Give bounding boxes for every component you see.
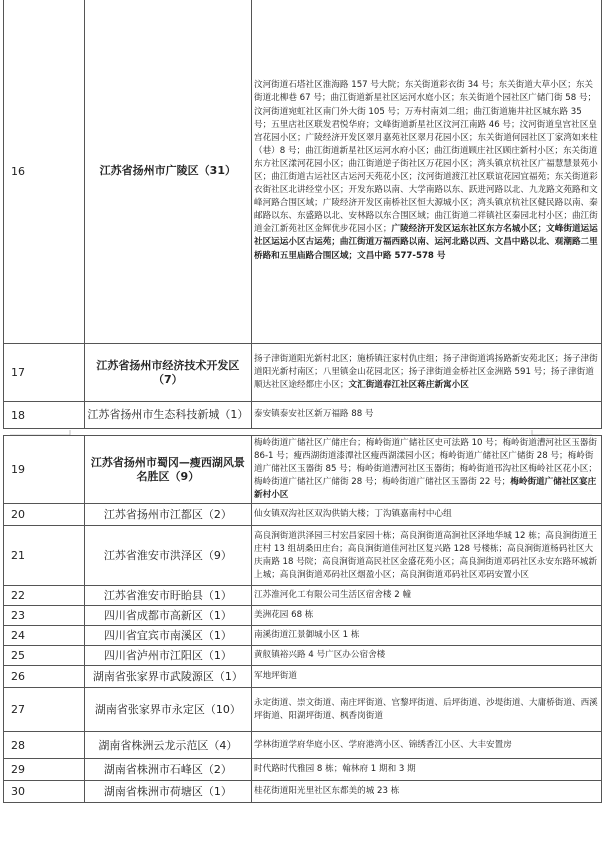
row-number: 16: [4, 0, 85, 344]
address-cell: [252, 606, 602, 626]
address-cell: [252, 732, 602, 759]
table-part-2: [3, 435, 602, 803]
row-number: 17: [4, 344, 85, 402]
address-cell: [251, 0, 601, 344]
row-number: 18: [4, 402, 85, 429]
row-number: 28: [4, 732, 85, 759]
table-row: [4, 436, 602, 504]
row-number: 24: [4, 626, 85, 646]
address-text: 南溪街道江景御城小区 1 栋: [254, 630, 360, 641]
row-number: 19: [4, 436, 85, 504]
region-cell: 湖南省株洲市石峰区（2）: [84, 759, 251, 781]
address-text-bold: 文汇街道春江社区蒋庄新寓小区: [348, 380, 469, 391]
address-cell: [252, 436, 602, 504]
table-row: [4, 688, 602, 732]
region-cell: 江苏省扬州市蜀冈—瘦西湖风景名胜区（9）: [84, 436, 251, 504]
region-cell: 湖南省株洲市荷塘区（1）: [84, 781, 251, 803]
row-number: 21: [4, 526, 85, 586]
region-cell: 四川省宜宾市南溪区（1）: [84, 626, 251, 646]
page-break-marks: [0, 408, 602, 438]
row-number: 30: [4, 781, 85, 803]
address-text-bold: 梅岭街道广储社区宴庄新村小区: [254, 477, 597, 501]
table-row: [4, 586, 602, 606]
address-text: 时代路时代雅园 8 栋；翰林府 1 期和 3 期: [254, 764, 416, 775]
region-cell: 江苏省淮安市洪泽区（9）: [84, 526, 251, 586]
table-part-1: [3, 0, 602, 429]
table-row: [4, 646, 602, 666]
address-cell: [252, 504, 602, 526]
address-text: 高良涧街道洪泽园三村宏昌家园十栋；高良涧街道高涧社区泽地华城 12 栋；高良涧街道王庄村 13 组胡桑田庄台；高良涧街道佳河社区复兴路 128 号楼栋；高良涧街道杨码社区大庆南路 18 号院；高良涧街道高民社区金盛花苑小区；高良涧街道邓码社区永安东路环城新上城；高良涧街道邓码社区烟盈小区；高良涧街道邓码社区邓码安置小区: [254, 530, 597, 581]
region-cell: 湖南省张家界市武陵源区（1）: [84, 666, 251, 688]
address-text: 永定街道、崇文街道、南庄坪街道、官黎坪街道、后坪街道、沙堤街道、大庸桥街道、西溪坪街道、阳湖坪街道、枫香岗街道: [254, 697, 598, 721]
address-cell: [251, 344, 601, 402]
table-row: [4, 526, 602, 586]
address-cell: [252, 688, 602, 732]
table-row: [4, 732, 602, 759]
row-number: 22: [4, 586, 85, 606]
address-text: 黄舣镇裕兴路 4 号广区办公宿舍楼: [254, 650, 386, 661]
table-row: [4, 0, 602, 344]
address-text-bold: 广陵经济开发区运东社区东方名城小区；文峰街道运运社区运运小区古运苑；曲江街道万福西路以南、运河北路以西、文昌中路以北、观潮路二里桥路和五里庙路合围区域；文昌中路 577-578 号: [253, 224, 598, 261]
table-row: [4, 626, 602, 646]
table-row: [4, 666, 602, 688]
address-cell: [252, 626, 602, 646]
address-text: 汶河街道石塔社区淮海路 157 号大院；东关街道彩衣街 34 号；东关街道大草小区；东关街道北柳巷 67 号；曲江街道新星社区运河水庭小区；东关街道个园社区广储门街 58 号；汶河街道宛虹社区南门外大街 105 号；万寿村南刘二组；曲江街道施井社区城东路 35 号；五里店社区联发君悦华府；文峰街道新星社区汶河江南路 46 号；汶河街道皇宫社区皇宫花园小区；广陵经济开发区翠月嘉苑社区翠月花园小区；东关街道何园社区丁家湾如来柱（巷）8 号；曲江街道新星社区运河水府小区；曲江街道顾庄社区顾庄新村小区；东关街道东方社区漾河花园小区；曲江街道逆子街社区万花园小区；湾头镇京杭社区广福慧慧景苑小区；曲江街道古运社区古运河天苑花小区；汶河街道渡江社区联谊花园宜福苑；东关街道彩衣街社区北讲经堂小区；开发东路以南、大学南路以东、跃进河路以北、九龙路文苑路和文峰河路合围区域；广陵经济开发区南桥社区恒大源城小区；湾头镇京杭社区健民路以南、秦邮路以东、东盛路以北、安林路以东合围区域；曲江街道二祥镇社区秦园北村小区；曲江街道金江新苑社区金辉优步花园小区；: [253, 80, 598, 235]
row-number: 25: [4, 646, 85, 666]
address-text: 梅岭街道广储社区广储庄台；梅岭街道广储社区史可法路 10 号；梅岭街道漕河社区玉器街 86-1 号；瘦西湖街道漆潭社区瘦西湖漾园小区；梅岭街道广储社区广储街 28 号；梅岭街道广储社区玉器街 85 号；梅岭街道漕河社区玉器街；梅岭街道邗沟社区梅岭社区花小区；梅岭街道广储社区广储街 28 号；梅岭街道广储社区玉器街 22 号；: [254, 438, 597, 488]
region-cell: 江苏省扬州市江都区（2）: [84, 504, 251, 526]
region-cell: 湖南省张家界市永定区（10）: [84, 688, 251, 732]
address-cell: [252, 759, 602, 781]
address-text: 美洲花园 68 栋: [254, 610, 314, 621]
address-text: 泰安镇泰安社区新万福路 88 号: [253, 409, 374, 420]
address-cell: [252, 526, 602, 586]
table-row: [4, 344, 602, 402]
table-body-2: [4, 436, 602, 803]
row-number: 27: [4, 688, 85, 732]
address-cell: [252, 586, 602, 606]
region-cell: 江苏省淮安市盱眙县（1）: [84, 586, 251, 606]
region-cell: 江苏省扬州市生态科技新城（1）: [84, 402, 251, 429]
region-cell: 四川省泸州市江阳区（1）: [84, 646, 251, 666]
table-body-1: [4, 0, 602, 429]
address-text: 军地坪街道: [254, 671, 297, 682]
table-row: [4, 606, 602, 626]
address-text: 学林街道学府华庭小区、学府港湾小区、锦绣香江小区、大丰安置房: [254, 739, 512, 750]
address-text: 扬子津街道阳光新村北区；施桥镇汪家村仇庄组；扬子津街道鸿扬路新安苑北区；扬子津街道阳光新村南区；八里镇金山花园北区；扬子津街道金桥社区金洲路 591 号；扬子津街道顺达社区途经都庄小区；: [253, 353, 598, 391]
region-cell: 湖南省株洲云龙示范区（4）: [84, 732, 251, 759]
row-number: 23: [4, 606, 85, 626]
address-cell: [252, 781, 602, 803]
region-cell: 四川省成都市高新区（1）: [84, 606, 251, 626]
address-text: 仙女镇双沟社区双沟供销大楼；丁沟镇嘉南村中心组: [254, 509, 452, 520]
row-number: 26: [4, 666, 85, 688]
table-row: [4, 504, 602, 526]
row-number: 29: [4, 759, 85, 781]
region-cell: 江苏省扬州市经济技术开发区（7）: [84, 344, 251, 402]
region-cell: 江苏省扬州市广陵区（31）: [84, 0, 251, 344]
row-number: 20: [4, 504, 85, 526]
address-cell: [252, 646, 602, 666]
address-cell: [252, 666, 602, 688]
table-row: [4, 781, 602, 803]
address-text: 桂花街道阳光里社区东都美的城 23 栋: [254, 786, 400, 797]
table-row: [4, 759, 602, 781]
address-text: 江苏淮河化工有限公司生活区宿舍楼 2 幢: [254, 590, 412, 601]
